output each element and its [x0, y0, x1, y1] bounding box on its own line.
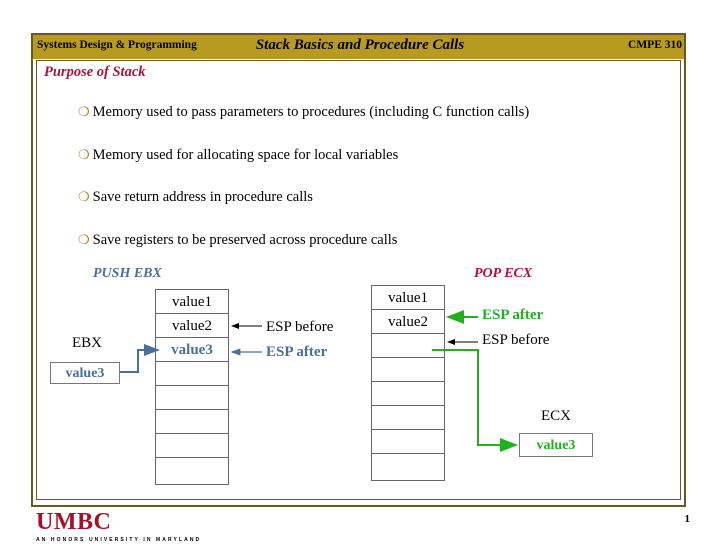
- ecx-register-box: value3: [519, 433, 593, 457]
- stack-to-ecx-arrow: [432, 350, 516, 445]
- bullet-text: Save return address in procedure calls: [92, 189, 313, 205]
- slide-title: Stack Basics and Procedure Calls: [255, 37, 465, 53]
- course-code: CMPE 310: [628, 39, 682, 51]
- pop-esp-before-label: ESP before: [482, 332, 550, 348]
- page-number: 1: [684, 513, 690, 525]
- pop-stack-cell: value1: [371, 285, 445, 310]
- bullet-text: Save registers to be preserved across procedure calls: [92, 232, 398, 248]
- bullet-text: Memory used to pass parameters to procedures (including C function calls): [92, 104, 530, 120]
- push-esp-after-label: ESP after: [266, 344, 328, 360]
- push-stack-cell: value3: [155, 337, 229, 362]
- bullet-icon: ❍: [78, 232, 90, 247]
- course-name: Systems Design & Programming: [37, 39, 197, 51]
- push-stack-cell: value1: [155, 289, 229, 314]
- push-esp-before-label: ESP before: [266, 319, 334, 335]
- bullet-text: Memory used for allocating space for local variables: [92, 147, 399, 163]
- pop-stack-cell: value2: [371, 309, 445, 334]
- umbc-tagline: AN HONORS UNIVERSITY IN MARYLAND: [36, 537, 202, 543]
- umbc-logo: UMBC: [36, 509, 112, 535]
- ecx-label: ECX: [541, 408, 571, 424]
- ebx-label: EBX: [72, 335, 102, 351]
- ebx-register-box: value3: [50, 362, 120, 384]
- pop-esp-after-label: ESP after: [482, 307, 544, 323]
- bullet-icon: ❍: [78, 147, 90, 162]
- bullet-icon: ❍: [78, 189, 90, 204]
- pop-label: POP ECX: [474, 266, 533, 281]
- push-stack-cell: value2: [155, 313, 229, 338]
- bullet-icon: ❍: [78, 104, 90, 119]
- push-label: PUSH EBX: [93, 266, 162, 281]
- section-title: Purpose of Stack: [44, 64, 146, 80]
